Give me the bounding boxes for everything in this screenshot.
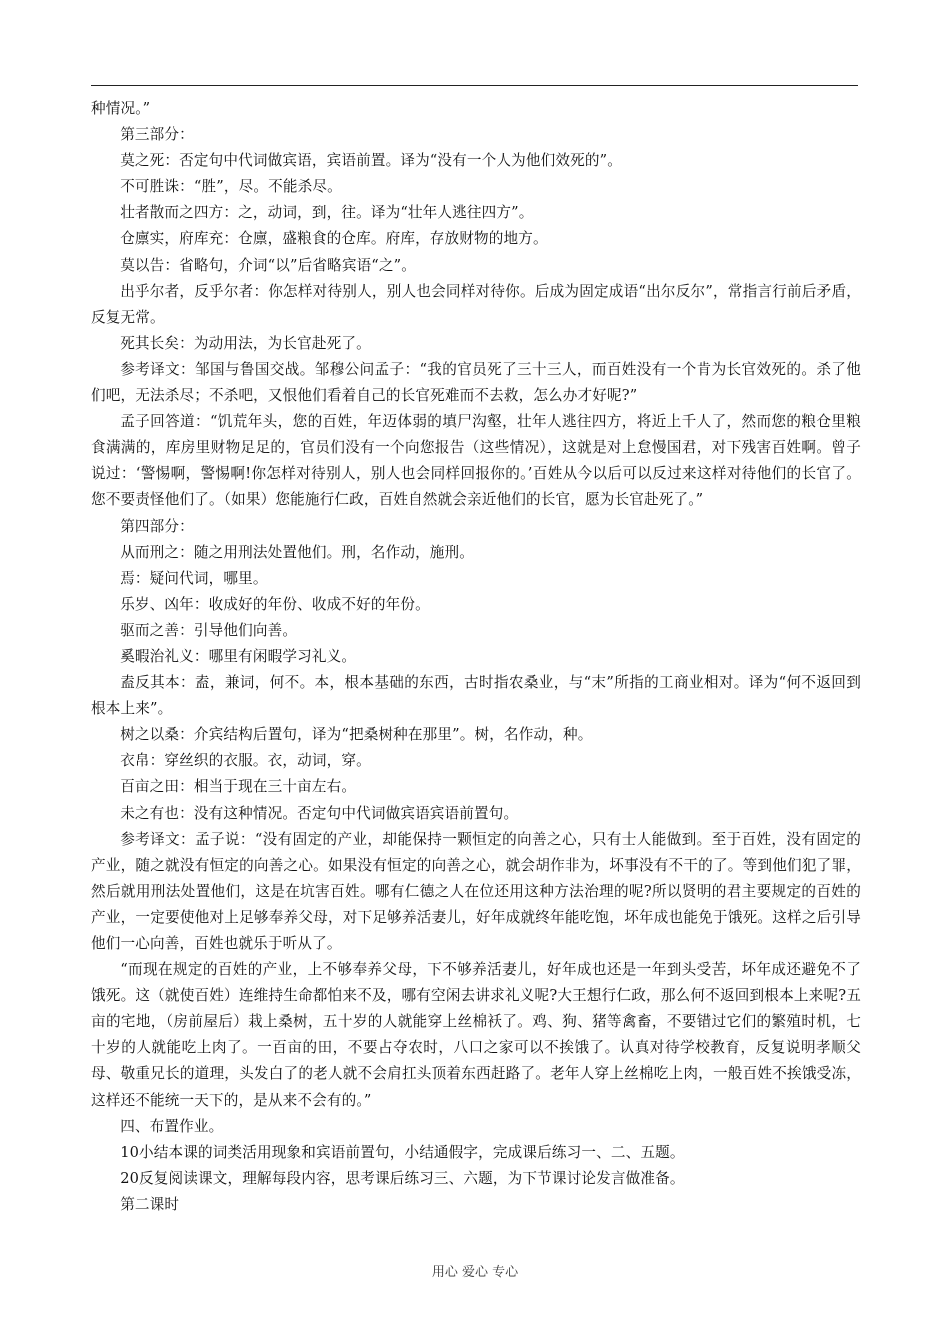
reference-translation: 孟子回答道：“饥荒年头，您的百姓，年迈体弱的填尸沟壑，壮年人逃往四方，将近上千人了，然而您的粮仓里粮食满满的，库房里财物足足的，官员们没有一个向您报告（这些情况），这就是对上怠慢国君，对下残害百姓啊。曾子说过：‘警惕啊，警惕啊!你怎样对待别人，别人也会同样回报你的。’百姓从今以后可以反过来这样对待他们的长官了。您不要责怪他们了。（如果）您能施行仁政，百姓自然就会亲近他们的长官，愿为长官赴死了。” <box>91 413 861 509</box>
homework-item: 10小结本课的词类活用现象和宾语前置句，小结通假字，完成课后练习一、二、五题。 <box>120 1143 685 1161</box>
annotation: 奚暇治礼义：哪里有闲暇学习礼义。 <box>120 647 357 665</box>
reference-translation: “而现在规定的百姓的产业，上不够奉养父母，下不够养活妻儿，好年成也还是一年到头受苦，坏年成还避免不了饿死。这（就使百姓）连维持生命都怕来不及，哪有空闲去讲求礼义呢?大王想行仁政，那么何不返回到根本上来呢?五亩的宅地，（房前屋后）栽上桑树，五十岁的人就能穿上丝棉袄了。鸡、狗、猪等禽畜，不要错过它们的繁殖时机，七十岁的人就能吃上肉了。一百亩的田，不要占夺农时，八口之家可以不挨饿了。认真对待学校教育，反复说明孝顺父母、敬重兄长的道理，头发白了的老人就不会肩扛头顶着东西赶路了。老年人穿上丝棉吃上肉，一般百姓不挨饿受冻，这样还不能统一天下的，是从来不会有的。” <box>91 961 861 1109</box>
reference-translation: 参考译文：邹国与鲁国交战。邹穆公问孟子：“我的官员死了三十三人，而百姓没有一个肯为长官效死的。杀了他们吧，无法杀尽；不杀吧，又恨他们看着自己的长官死难而不去救，怎么办才好呢?” <box>91 360 861 405</box>
annotation: 盍反其本：盍，兼词，何不。本，根本基础的东西，古时指农桑业，与“末”所指的工商业相对。译为“何不返回到根本上来”。 <box>91 674 861 718</box>
annotation: 壮者散而之四方：之，动词，到，往。译为“壮年人逃往四方”。 <box>120 204 534 222</box>
annotation: 从而刑之：随之用刑法处置他们。刑，名作动，施刑。 <box>120 543 475 561</box>
section-heading: 四、布置作业。 <box>120 1117 224 1135</box>
section-heading: 第二课时 <box>120 1195 180 1213</box>
annotation: 衣帛：穿丝织的衣服。衣，动词，穿。 <box>120 752 371 770</box>
annotation: 焉：疑问代词，哪里。 <box>120 569 268 587</box>
paragraph: 种情况。” <box>91 100 151 117</box>
annotation: 百亩之田：相当于现在三十亩左右。 <box>120 778 357 796</box>
homework-item: 20反复阅读课文，理解每段内容，思考课后练习三、六题，为下节课讨论发言做准备。 <box>120 1169 685 1187</box>
annotation: 未之有也：没有这种情况。否定句中代词做宾语宾语前置句。 <box>120 804 519 822</box>
annotation: 出乎尔者，反乎尔者：你怎样对待别人，别人也会同样对待你。后成为固定成语“出尔反尔”，常指言行前后矛盾，反复无常。 <box>91 282 861 326</box>
document-body <box>91 96 861 1218</box>
header-rule <box>91 85 858 86</box>
annotation: 莫以告：省略句，介词“以”后省略宾语“之”。 <box>120 256 417 274</box>
section-heading: 第三部分： <box>120 126 194 144</box>
section-heading: 第四部分： <box>120 517 194 535</box>
annotation: 仓廪实，府库充：仓廪，盛粮食的仓库。府库，存放财物的地方。 <box>120 230 548 248</box>
annotation: 树之以桑：介宾结构后置句，译为“把桑树种在那里”。树，名作动，种。 <box>120 726 593 744</box>
annotation: 死其长矣：为动用法，为长官赴死了。 <box>120 334 371 352</box>
annotation: 不可胜诛：“胜”，尽。不能杀尽。 <box>120 178 342 196</box>
reference-translation: 参考译文：孟子说：“没有固定的产业，却能保持一颗恒定的向善之心，只有士人能做到。至于百姓，没有固定的产业，随之就没有恒定的向善之心。如果没有恒定的向善之心，就会胡作非为，坏事没有不干的了。等到他们犯了罪，然后就用刑法处置他们，这是在坑害百姓。哪有仁德之人在位还用这种方法治理的呢?所以贤明的君主要规定的百姓的产业，一定要使他对上足够奉养父母，对下足够养活妻儿，好年成就终年能吃饱，坏年成也能免于饿死。这样之后引导他们一心向善，百姓也就乐于听从了。 <box>91 830 861 952</box>
annotation: 驱而之善：引导他们向善。 <box>120 621 298 639</box>
annotation: 乐岁、凶年：收成好的年份、收成不好的年份。 <box>120 595 430 613</box>
page-footer: 用心 爱心 专心 <box>431 1265 519 1280</box>
annotation: 莫之死：否定句中代词做宾语，宾语前置。译为“没有一个人为他们效死的”。 <box>120 152 622 170</box>
